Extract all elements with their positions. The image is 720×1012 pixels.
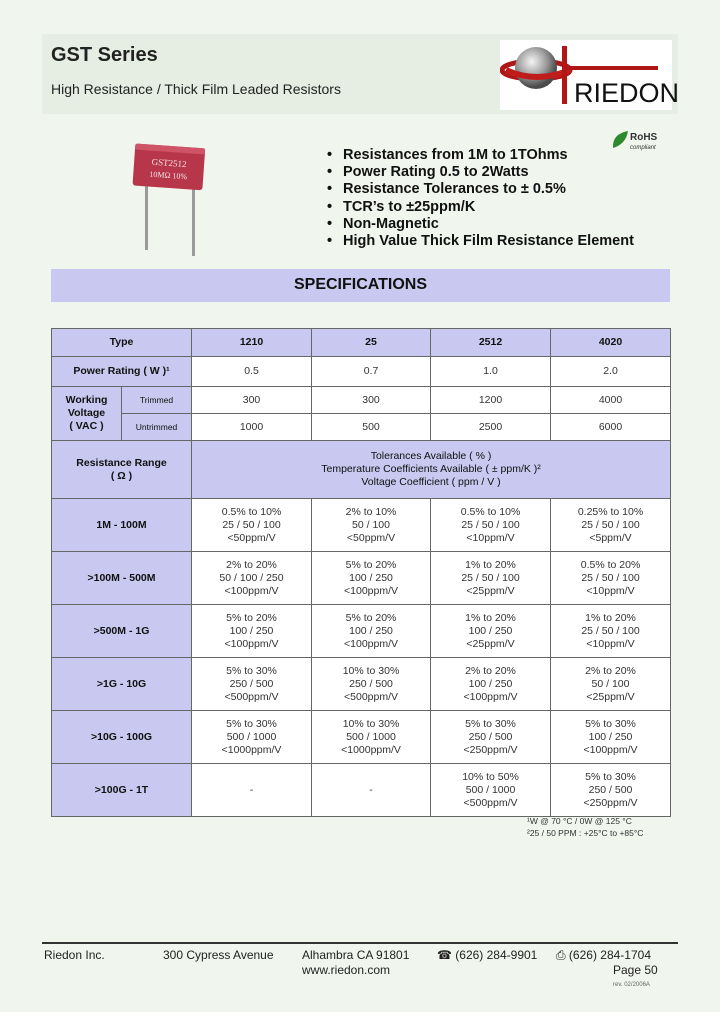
type-cell: 4020 xyxy=(551,329,671,357)
trimmed-cell: 300 xyxy=(192,387,312,414)
page-title: GST Series xyxy=(51,44,158,66)
range-value-cell: 1% to 20% 25 / 50 / 100 <10ppm/V xyxy=(551,605,671,658)
resistor-label-1: GST2512 xyxy=(151,156,187,170)
power-rating-label: Power Rating ( W )¹ xyxy=(52,357,192,387)
power-cell: 1.0 xyxy=(431,357,551,387)
resistor-image xyxy=(130,140,210,260)
trimmed-cell: 4000 xyxy=(551,387,671,414)
rohs-subtext: compliant xyxy=(630,145,656,151)
table-row xyxy=(52,711,671,764)
range-value-cell: 5% to 20% 100 / 250 <100ppm/V xyxy=(192,605,312,658)
range-value-cell: 2% to 20% 100 / 250 <100ppm/V xyxy=(431,658,551,711)
range-label: >100G - 1T xyxy=(52,764,192,817)
footnote-2: ²25 / 50 PPM : +25°C to +85°C xyxy=(527,828,644,838)
range-notes: Tolerances Available ( % ) Temperature Coefficients Available ( ± ppm/K )² Voltage Coefficient ( ppm / V ) xyxy=(192,441,671,499)
untrimmed-cell: 6000 xyxy=(551,414,671,441)
power-cell: 0.7 xyxy=(312,357,431,387)
range-value-cell: 0.25% to 10% 25 / 50 / 100 <5ppm/V xyxy=(551,499,671,552)
power-cell: 2.0 xyxy=(551,357,671,387)
resistor-label-2: 10MΩ 10% xyxy=(149,169,188,182)
feature-item: • Non-Magnetic xyxy=(327,216,439,232)
range-label: >10G - 100G xyxy=(52,711,192,764)
range-value-cell: 5% to 20% 100 / 250 <100ppm/V xyxy=(312,605,431,658)
range-value-cell: 1% to 20% 100 / 250 <25ppm/V xyxy=(431,605,551,658)
leaf-icon xyxy=(613,131,628,148)
footer-address: 300 Cypress Avenue xyxy=(163,948,274,962)
untrimmed-cell: 2500 xyxy=(431,414,551,441)
range-label: >1G - 10G xyxy=(52,658,192,711)
specifications-banner xyxy=(51,269,670,302)
footnote-1: ¹W @ 70 °C / 0W @ 125 °C xyxy=(527,816,632,826)
footer-website[interactable]: www.riedon.com xyxy=(302,963,391,977)
specifications-table xyxy=(51,328,671,817)
untrimmed-cell: 500 xyxy=(312,414,431,441)
range-value-cell: - xyxy=(192,764,312,817)
feature-item: • High Value Thick Film Resistance Element xyxy=(327,233,634,249)
table-row xyxy=(52,414,671,441)
logo-text: RIEDON xyxy=(574,78,680,108)
revision-label: rev. 02/2006A xyxy=(613,982,650,988)
resistance-range-label: Resistance Range ( Ω ) xyxy=(52,441,192,499)
table-row xyxy=(52,552,671,605)
footer-phone: ☎ (626) 284-9901 xyxy=(437,948,538,962)
footer-page-number: Page 50 xyxy=(613,963,658,977)
type-header: Type xyxy=(52,329,192,357)
table-row xyxy=(52,441,671,499)
range-value-cell: 5% to 30% 250 / 500 <250ppm/V xyxy=(551,764,671,817)
type-cell: 1210 xyxy=(192,329,312,357)
feature-item: • Resistance Tolerances to ± 0.5% xyxy=(327,181,566,197)
range-value-cell: 0.5% to 10% 25 / 50 / 100 <50ppm/V xyxy=(192,499,312,552)
range-label: 1M - 100M xyxy=(52,499,192,552)
range-label: >100M - 500M xyxy=(52,552,192,605)
range-value-cell: 10% to 50% 500 / 1000 <500ppm/V xyxy=(431,764,551,817)
feature-item: • Resistances from 1M to 1TOhms xyxy=(327,147,568,163)
footer-city: Alhambra CA 91801 xyxy=(302,948,410,962)
type-cell: 2512 xyxy=(431,329,551,357)
range-value-cell: 2% to 10% 50 / 100 <50ppm/V xyxy=(312,499,431,552)
range-value-cell: 0.5% to 20% 25 / 50 / 100 <10ppm/V xyxy=(551,552,671,605)
power-cell: 0.5 xyxy=(192,357,312,387)
range-value-cell: 2% to 20% 50 / 100 / 250 <100ppm/V xyxy=(192,552,312,605)
table-row xyxy=(52,764,671,817)
range-value-cell: 5% to 30% 100 / 250 <100ppm/V xyxy=(551,711,671,764)
working-voltage-label: Working Voltage ( VAC ) xyxy=(52,387,122,441)
table-row xyxy=(52,357,671,387)
range-value-cell: 5% to 20% 100 / 250 <100ppm/V xyxy=(312,552,431,605)
table-row xyxy=(52,329,671,357)
range-value-cell: 1% to 20% 25 / 50 / 100 <25ppm/V xyxy=(431,552,551,605)
range-value-cell: 5% to 30% 250 / 500 <250ppm/V xyxy=(431,711,551,764)
range-value-cell: 5% to 30% 500 / 1000 <1000ppm/V xyxy=(192,711,312,764)
feature-item: • Power Rating 0.5 to 2Watts xyxy=(327,164,529,180)
untrimmed-label: Untrimmed xyxy=(122,414,192,441)
footer-divider xyxy=(42,942,678,944)
table-row xyxy=(52,658,671,711)
table-row xyxy=(52,499,671,552)
range-value-cell: 10% to 30% 250 / 500 <500ppm/V xyxy=(312,658,431,711)
specifications-title: SPECIFICATIONS xyxy=(293,276,428,293)
rohs-text: RoHS xyxy=(630,132,658,143)
range-value-cell: 2% to 20% 50 / 100 <25ppm/V xyxy=(551,658,671,711)
trimmed-label: Trimmed xyxy=(122,387,192,414)
trimmed-cell: 300 xyxy=(312,387,431,414)
feature-item: • TCR’s to ±25ppm/K xyxy=(327,199,476,215)
page-subtitle: High Resistance / Thick Film Leaded Resistors xyxy=(51,81,341,97)
range-value-cell: 0.5% to 10% 25 / 50 / 100 <10ppm/V xyxy=(431,499,551,552)
range-value-cell: - xyxy=(312,764,431,817)
range-value-cell: 5% to 30% 250 / 500 <500ppm/V xyxy=(192,658,312,711)
untrimmed-cell: 1000 xyxy=(192,414,312,441)
range-value-cell: 10% to 30% 500 / 1000 <1000ppm/V xyxy=(312,711,431,764)
type-cell: 25 xyxy=(312,329,431,357)
rohs-badge xyxy=(610,128,670,152)
riedon-logo xyxy=(500,40,680,110)
range-label: >500M - 1G xyxy=(52,605,192,658)
footer-company: Riedon Inc. xyxy=(44,948,105,962)
table-row xyxy=(52,605,671,658)
table-row xyxy=(52,387,671,414)
trimmed-cell: 1200 xyxy=(431,387,551,414)
footer-fax: ⎙ (626) 284-1704 xyxy=(556,948,651,962)
